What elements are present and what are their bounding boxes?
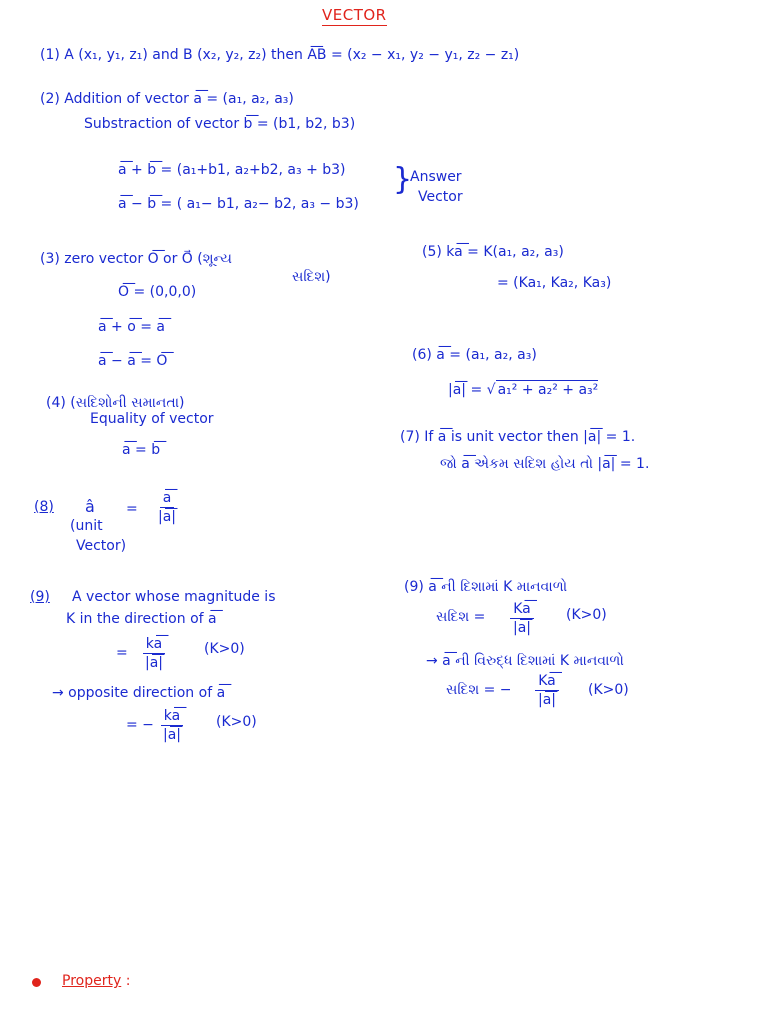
section-9g-fraction-2-denominator: |a͞| [538, 692, 557, 708]
section-9g-label-1: સદિશ = [436, 609, 486, 625]
section-9g-fraction-2 [535, 673, 559, 708]
section-9-fraction-2-numerator: ka͞ [161, 708, 183, 726]
section-8-fraction-numerator: a͞ [160, 490, 175, 508]
section-9-fraction [142, 636, 166, 671]
section-9-fraction-2-denominator: |a͞| [163, 727, 182, 743]
section-9g-fraction-denominator: |a͞| [513, 620, 532, 636]
property-bullet [32, 978, 41, 987]
section-5-line-1: (5) ka͞ = K(a₁, a₂, a₃) [422, 244, 564, 260]
section-9-condition-2: (K>0) [216, 714, 257, 730]
section-3-eq-3: a͞ − a͞ = O͞ [98, 353, 168, 369]
section-9-fraction-denominator: |a͞| [145, 655, 164, 671]
page-title: VECTOR [322, 6, 387, 24]
section-9-equals-2: = − [126, 717, 154, 733]
section-7-line-2: જો a͞ એકમ સદિશ હોય તો |a͞| = 1. [440, 456, 650, 472]
section-2-line-1: (2) Addition of vector a͞ = (a₁, a₂, a₃) [40, 91, 294, 107]
section-6-radicand: a₁² + a₂² + a₃² [497, 382, 599, 398]
section-6-magnitude [448, 380, 598, 399]
section-1-line: (1) A (x₁, y₁, z₁) and B (x₂, y₂, z₂) then A͞B = (x₂ − x₁, y₂ − y₁, z₂ − z₁) [40, 47, 520, 63]
property-colon: : [125, 973, 131, 989]
section-8-note-2: Vector) [76, 538, 127, 554]
section-3-eq-1: O͞ = (0,0,0) [118, 284, 197, 300]
section-3-line-1: (3) zero vector O͞ or O⃗ (શૂન્ય [40, 251, 233, 267]
section-9-opposite: → opposite direction of a͞ [52, 685, 226, 701]
section-3-line-1b: સદિશ) [292, 269, 331, 285]
section-6-magnitude-label: |a͞| = [448, 382, 483, 398]
section-2-answer-1: Answer [410, 169, 462, 185]
section-9-condition: (K>0) [204, 641, 245, 657]
section-8-equals: = [126, 501, 138, 517]
section-2-line-2: Substraction of vector b͞ = (b1, b2, b3) [84, 116, 356, 132]
section-8-note-1: (unit [70, 518, 103, 534]
section-8-fraction [155, 490, 179, 525]
section-8-number: (8) [34, 499, 54, 515]
section-9g-label-2: સદિશ = − [446, 682, 512, 698]
section-3-eq-2: a͞ + o͞ = a͞ [98, 319, 165, 335]
section-9-equals: = [116, 645, 128, 661]
section-9-fraction-numerator: ka͞ [143, 636, 165, 654]
section-4-line-2: Equality of vector [90, 411, 214, 427]
section-9g-line-2: → a͞ ની વિરુદ્ધ દિશામાં K માનવાળો [426, 653, 624, 669]
section-2-brace: } [393, 162, 413, 197]
section-9g-condition-2: (K>0) [588, 682, 629, 698]
section-9-number: (9) [30, 589, 50, 605]
section-8-fraction-denominator: |a͞| [158, 509, 177, 525]
section-2-diff: a͞ − b͞ = ( a₁− b1, a₂− b2, a₃ − b3) [118, 196, 359, 212]
section-4-line-1: (4) (સદિશોની સમાનતા) [46, 395, 185, 411]
section-9g-condition: (K>0) [566, 607, 607, 623]
section-9-line-1: A vector whose magnitude is [72, 589, 276, 605]
section-9g-fraction-2-numerator: Ka͞ [535, 673, 559, 691]
section-9g-line-1: (9) a͞ ની દિશામાં K માનવાળો [404, 579, 568, 595]
section-5-line-2: = (Ka₁, Ka₂, Ka₃) [497, 275, 612, 291]
section-6-line-1: (6) a͞ = (a₁, a₂, a₃) [412, 347, 537, 363]
sqrt-symbol: √ [486, 382, 496, 398]
section-4-eq: a͞ = b͞ [122, 442, 161, 458]
section-9-fraction-2 [160, 708, 184, 743]
section-2-answer-2: Vector [418, 189, 463, 205]
section-2-sum: a͞ + b͞ = (a₁+b1, a₂+b2, a₃ + b3) [118, 162, 346, 178]
section-8-lhs: â [85, 497, 95, 516]
section-7-line-1: (7) If a͞ is unit vector then |a͞| = 1. [400, 429, 636, 445]
section-9g-fraction-numerator: Ka͞ [510, 601, 534, 619]
property-heading [62, 972, 130, 990]
property-label: Property [62, 973, 122, 989]
section-9g-fraction [510, 601, 534, 636]
section-9-line-2: K in the direction of a͞ [66, 611, 217, 627]
